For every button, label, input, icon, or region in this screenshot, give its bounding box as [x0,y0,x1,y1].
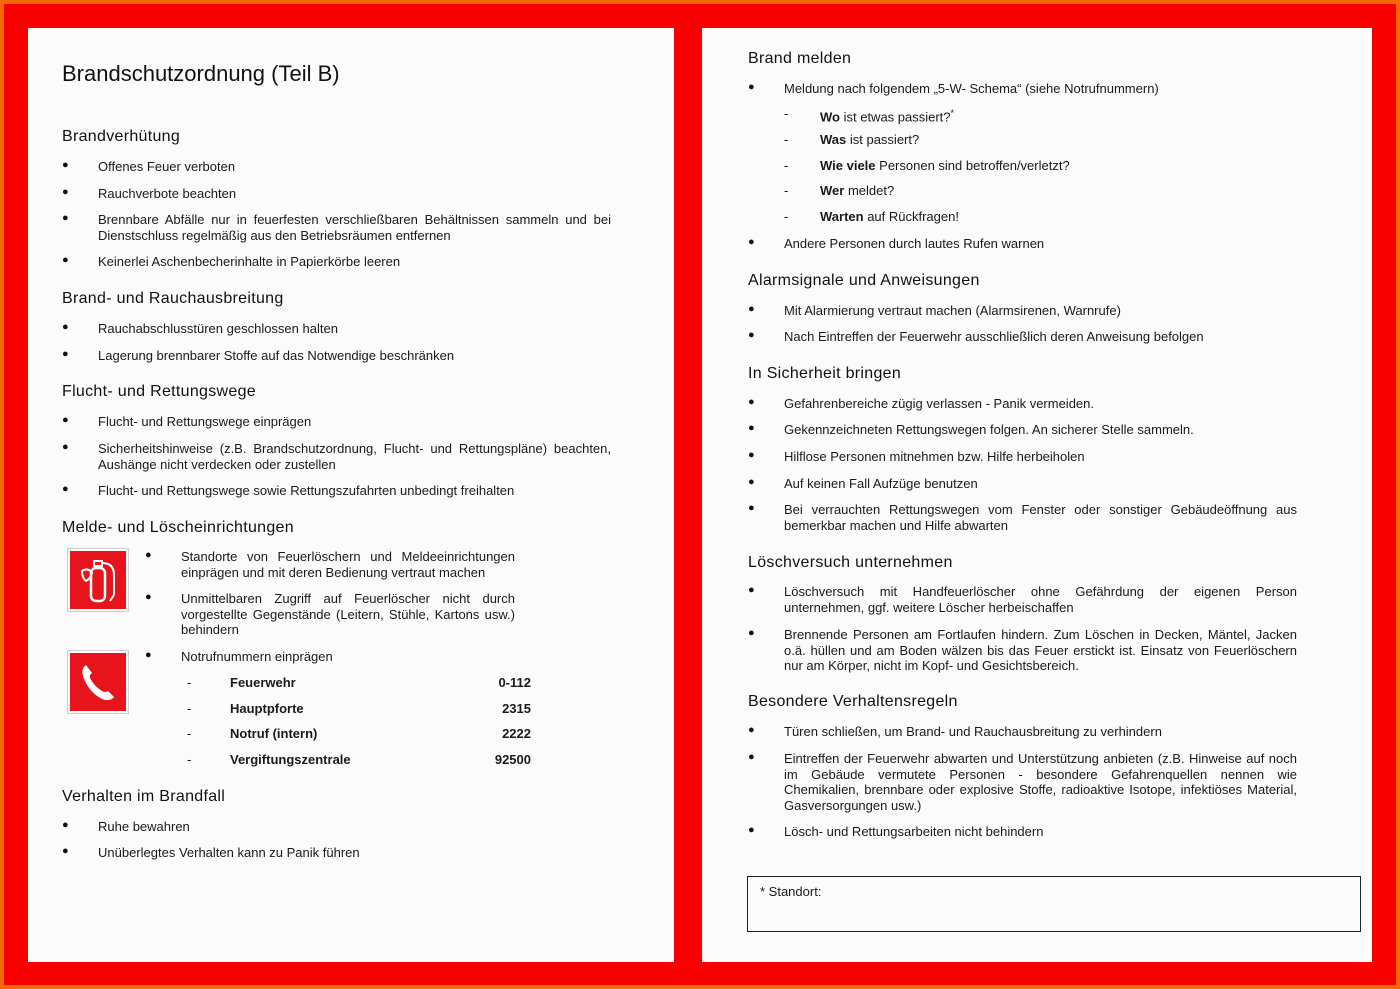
phone-number: 0-112 [498,675,531,690]
dash: - [784,106,789,121]
bullet: ● [748,476,755,488]
list-item: Gekennzeichneten Rettungswegen folgen. An sicherer Stelle sammeln. [784,422,1194,437]
w-question: Wer meldet? [820,183,895,198]
heading-ausbreitung: Brand- und Rauchausbreitung [62,290,284,307]
w-question: Was ist passiert? [820,132,920,147]
fire-extinguisher-sign-icon [68,549,128,611]
list-item: Lagerung brennbarer Stoffe auf das Notwendige beschränken [98,348,455,363]
w-question: Wo ist etwas passiert?* [820,108,955,125]
dash: - [187,701,192,716]
fire-extinguisher-icon [70,551,126,609]
bullet: ● [748,396,755,408]
bullet: ● [748,449,755,461]
list-item: Rauchverbote beachten [98,186,237,201]
standort-label: * Standort: [760,884,822,899]
bullet: ● [145,591,152,603]
bullet: ● [145,549,152,561]
dash: - [187,726,192,741]
list-item: Nach Eintreffen der Feuerwehr ausschließlich deren Anweisung befolgen [784,329,1204,344]
list-item: Lösch- und Rettungsarbeiten nicht behindern [784,824,1044,839]
dash: - [784,158,789,173]
list-item: Standorte von Feuerlöschern und Meldeeinrichtungen einprägen und mit deren Bedienung vertraut machen [181,549,515,580]
heading-meldeeinrichtungen: Melde- und Löscheinrichtungen [62,519,294,536]
bullet: ● [62,819,69,831]
list-item: Flucht- und Rettungswege einprägen [98,414,312,429]
dash: - [784,209,789,224]
bullet: ● [748,502,755,514]
phone-name: Notruf (intern) [230,726,318,741]
bullet: ● [748,724,755,736]
bullet: ● [748,303,755,315]
list-item: Eintreffen der Feuerwehr abwarten und Unterstützung anbieten (z.B. Hinweise auf noch im Gebäude vermutete Personen - besondere Gefahrenquellen nennen wie Chemikalien, brennbare oder explosive Stoffe, radioaktive Isotope, infektiöses Material, Gasversorgungen usw.) [784,751,1297,813]
list-item: Notrufnummern einprägen [181,649,333,664]
right-page [702,28,1372,962]
list-item: Türen schließen, um Brand- und Rauchausbreitung zu verhindern [784,724,1162,739]
bullet: ● [748,329,755,341]
w-question: Wie viele Personen sind betroffen/verletzt? [820,158,1070,173]
list-item: Meldung nach folgendem „5-W- Schema“ (siehe Notrufnummern) [784,81,1159,96]
bullet: ● [145,649,152,661]
bullet: ● [62,348,69,360]
list-item: Hilflose Personen mitnehmen bzw. Hilfe herbeiholen [784,449,1085,464]
list-item: Sicherheitshinweise (z.B. Brandschutzordnung, Flucht- und Rettungspläne) beachten, Aushänge nicht verdecken oder zustellen [98,441,611,472]
bullet: ● [62,159,69,171]
list-item: Brennende Personen am Fortlaufen hindern. Zum Löschen in Decken, Mäntel, Jacken o.ä. hüllen und am Boden wälzen bis das Feuer erstickt ist. Einsatz von Feuerlöschern nur am Körper, nicht im Kopf- und Gesichtsbereich. [784,627,1297,673]
heading-fluchtwege: Flucht- und Rettungswege [62,383,256,400]
list-item: Löschversuch mit Handfeuerlöscher ohne Gefährdung der eigenen Person unternehmen, ggf. weitere Löscher herbeischaffen [784,584,1297,615]
bullet: ● [748,584,755,596]
list-item: Flucht- und Rettungswege sowie Rettungszufahrten unbedingt freihalten [98,483,515,498]
list-item: Mit Alarmierung vertraut machen (Alarmsirenen, Warnrufe) [784,303,1121,318]
bullet: ● [62,483,69,495]
bullet: ● [748,236,755,248]
phone-name: Feuerwehr [230,675,296,690]
list-item: Bei verrauchten Rettungswegen vom Fenster oder sonstiger Gebäudeöffnung aus bemerkbar machen und Hilfe abwarten [784,502,1297,533]
heading-verhalten: Verhalten im Brandfall [62,788,226,805]
bullet: ● [748,627,755,639]
list-item: Gefahrenbereiche zügig verlassen - Panik vermeiden. [784,396,1095,411]
heading-melden: Brand melden [748,50,852,67]
phone-number: 92500 [494,752,531,767]
standort-box [747,876,1361,932]
heading-sicherheit: In Sicherheit bringen [748,365,902,382]
bullet: ● [748,751,755,763]
bullet: ● [62,414,69,426]
bullet: ● [62,441,69,453]
page-title: Brandschutzordnung (Teil B) [62,61,340,86]
list-item: Unüberlegtes Verhalten kann zu Panik führen [98,845,360,860]
bullet: ● [62,186,69,198]
bullet: ● [748,824,755,836]
list-item: Rauchabschlusstüren geschlossen halten [98,321,338,336]
list-item: Auf keinen Fall Aufzüge benutzen [784,476,978,491]
phone-icon [70,653,126,711]
heading-loeschversuch: Löschversuch unternehmen [748,554,953,571]
phone-name: Hauptpforte [230,701,304,716]
dash: - [784,132,789,147]
heading-alarm: Alarmsignale und Anweisungen [748,272,980,289]
bullet: ● [62,212,69,224]
left-page [28,28,674,962]
list-item: Ruhe bewahren [98,819,190,834]
heading-besondere: Besondere Verhaltensregeln [748,693,958,710]
list-item: Unmittelbaren Zugriff auf Feuerlöscher nicht durch vorgestellte Gegenstände (Leitern, Stühle, Kartons usw.) behindern [181,591,515,637]
bullet: ● [62,321,69,333]
list-item: Brennbare Abfälle nur in feuerfesten verschließbaren Behältnissen sammeln und bei Dienstschluss regelmäßig aus den Betriebsräumen entfernen [98,212,611,243]
bullet: ● [748,422,755,434]
bullet: ● [62,845,69,857]
dash: - [187,752,192,767]
phone-number: 2315 [502,701,531,716]
list-item: Offenes Feuer verboten [98,159,236,174]
w-question: Warten auf Rückfragen! [820,209,959,224]
dash: - [784,183,789,198]
emergency-phone-sign-icon [68,651,128,713]
phone-name: Vergiftungszentrale [230,752,351,767]
list-item: Keinerlei Aschenbecherinhalte in Papierkörbe leeren [98,254,401,269]
heading-brandverhuetung: Brandverhütung [62,128,181,145]
phone-number: 2222 [502,726,531,741]
bullet: ● [748,81,755,93]
dash: - [187,675,192,690]
bullet: ● [62,254,69,266]
list-item: Andere Personen durch lautes Rufen warnen [784,236,1045,251]
